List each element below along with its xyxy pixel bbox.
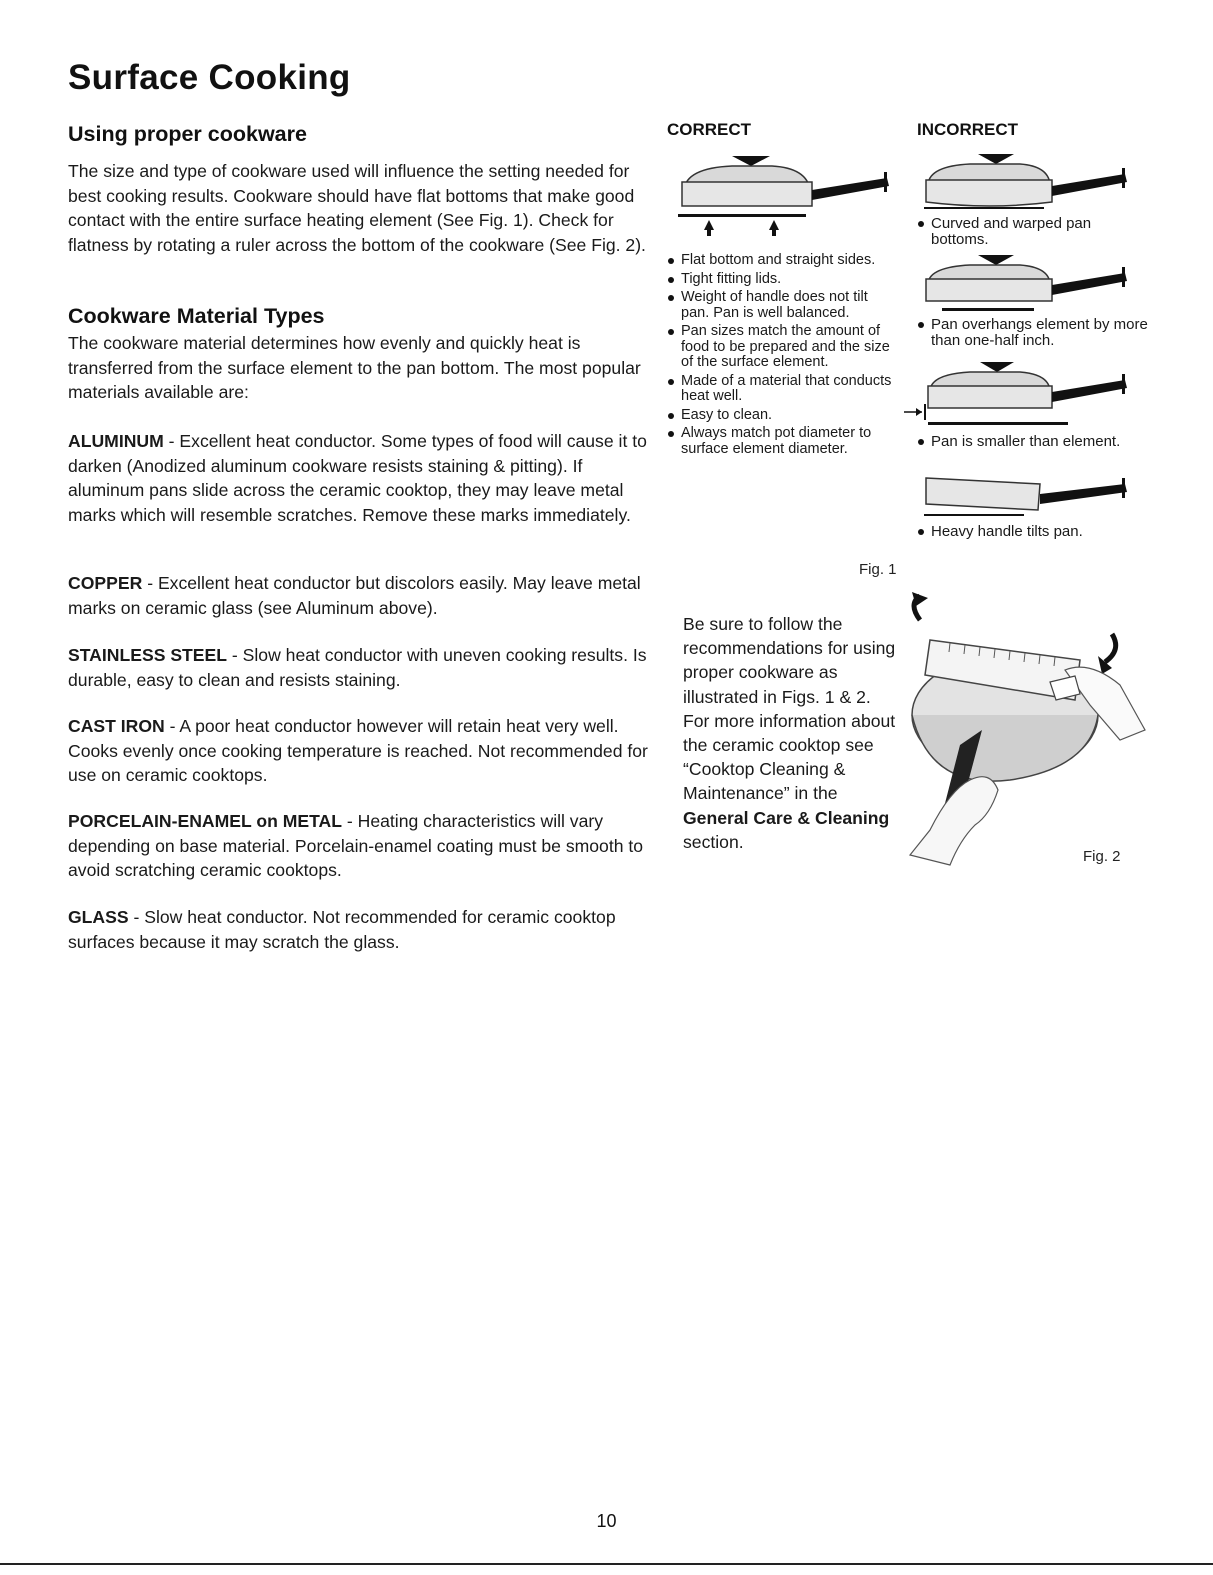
follow-recommendations-text xyxy=(683,612,898,854)
ruler-check-illustration xyxy=(890,590,1160,890)
incorrect-heading: INCORRECT xyxy=(917,120,1019,139)
material-description: - Slow heat conductor with uneven cooking results. Is durable, easy to clean and resists staining. xyxy=(68,645,647,690)
correct-bullet-list xyxy=(667,253,892,460)
incorrect-note-overhang: Pan overhangs element by more than one-half inch. xyxy=(917,317,1156,349)
correct-heading: CORRECT xyxy=(667,120,752,139)
proper-cookware-text: The size and type of cookware used will influence the setting needed for best cooking results. Cookware should have flat bottoms that make good contact with the entire surface heating element (See Fig. 1). Check for flatness by rotating a ruler across the bottom of the cookware (See Fig. 2). xyxy=(68,161,646,255)
material-name: STAINLESS STEEL xyxy=(68,645,228,665)
material-name: ALUMINUM xyxy=(68,431,164,451)
section-heading-material-types: Cookware Material Types xyxy=(68,304,325,328)
list-item: Made of a material that conducts heat well. xyxy=(667,374,892,405)
material-description: - Excellent heat conductor. Some types of food will cause it to darken (Anodized aluminum cookware resists staining & pitting). If aluminum pans slide across the ceramic cooktop, they may leave metal marks which will resemble scratches. Remove these marks immediately. xyxy=(68,431,647,525)
page-title: Surface Cooking xyxy=(68,58,351,97)
material-cast-iron xyxy=(68,714,648,788)
incorrect-note-heavy-handle: Heavy handle tilts pan. xyxy=(917,524,1146,540)
follow-text-lead: Be sure to follow the recommendations for using proper cookware as illustrated in Figs. 1 & 2. For more information about the ceramic cooktop see “Cooktop Cleaning & Maintenance” in the xyxy=(683,614,896,804)
material-porcelain-enamel xyxy=(68,809,648,883)
heavy-handle-pan-illustration xyxy=(920,470,1140,520)
list-item: Weight of handle does not tilt pan. Pan is well balanced. xyxy=(667,290,892,321)
material-description: - Heating characteristics will vary depending on base material. Porcelain-enamel coating must be smooth to avoid scratching ceramic cooktops. xyxy=(68,811,644,880)
section-heading-proper-cookware: Using proper cookware xyxy=(68,122,307,146)
material-description: - Slow heat conductor. Not recommended for ceramic cooktop surfaces because it may scratch the glass. xyxy=(68,907,616,952)
list-item: Easy to clean. xyxy=(667,408,892,424)
material-aluminum xyxy=(68,429,648,527)
incorrect-note-small: Pan is smaller than element. xyxy=(917,434,1146,450)
warped-pan-illustration xyxy=(920,150,1140,210)
list-item: Always match pot diameter to surface element diameter. xyxy=(667,426,892,457)
page-number: 10 xyxy=(596,1511,617,1531)
overhang-pan-illustration xyxy=(920,253,1140,313)
material-name: PORCELAIN-ENAMEL on METAL xyxy=(68,811,342,831)
material-types-text: The cookware material determines how evenly and quickly heat is transferred from the surface element to the pan bottom. The most popular materials available are: xyxy=(68,333,641,402)
general-care-reference: General Care & Cleaning xyxy=(683,807,890,828)
material-glass xyxy=(68,905,648,954)
material-copper xyxy=(68,571,648,620)
correct-pan-illustration xyxy=(672,150,902,240)
bottom-rule xyxy=(0,1563,1213,1565)
material-description: - Excellent heat conductor but discolors easily. May leave metal marks on ceramic glass (see Aluminum above). xyxy=(68,573,641,618)
incorrect-note-warped: Curved and warped pan bottoms. xyxy=(917,216,1146,248)
fig2-label: Fig. 2 xyxy=(1083,848,1121,865)
fig1-label: Fig. 1 xyxy=(859,561,897,578)
material-description: - A poor heat conductor however will retain heat very well. Cooks evenly once cooking temperature is reached. Not recommended for use on ceramic cooktops. xyxy=(68,716,648,785)
small-pan-illustration xyxy=(900,360,1140,430)
list-item: Flat bottom and straight sides. xyxy=(667,253,892,269)
material-name: COPPER xyxy=(68,573,143,593)
material-stainless-steel xyxy=(68,643,648,692)
follow-text-tail: section. xyxy=(683,831,744,852)
material-name: CAST IRON xyxy=(68,716,165,736)
material-name: GLASS xyxy=(68,907,129,927)
list-item: Tight fitting lids. xyxy=(667,272,892,288)
list-item: Pan sizes match the amount of food to be prepared and the size of the surface element. xyxy=(667,324,892,371)
